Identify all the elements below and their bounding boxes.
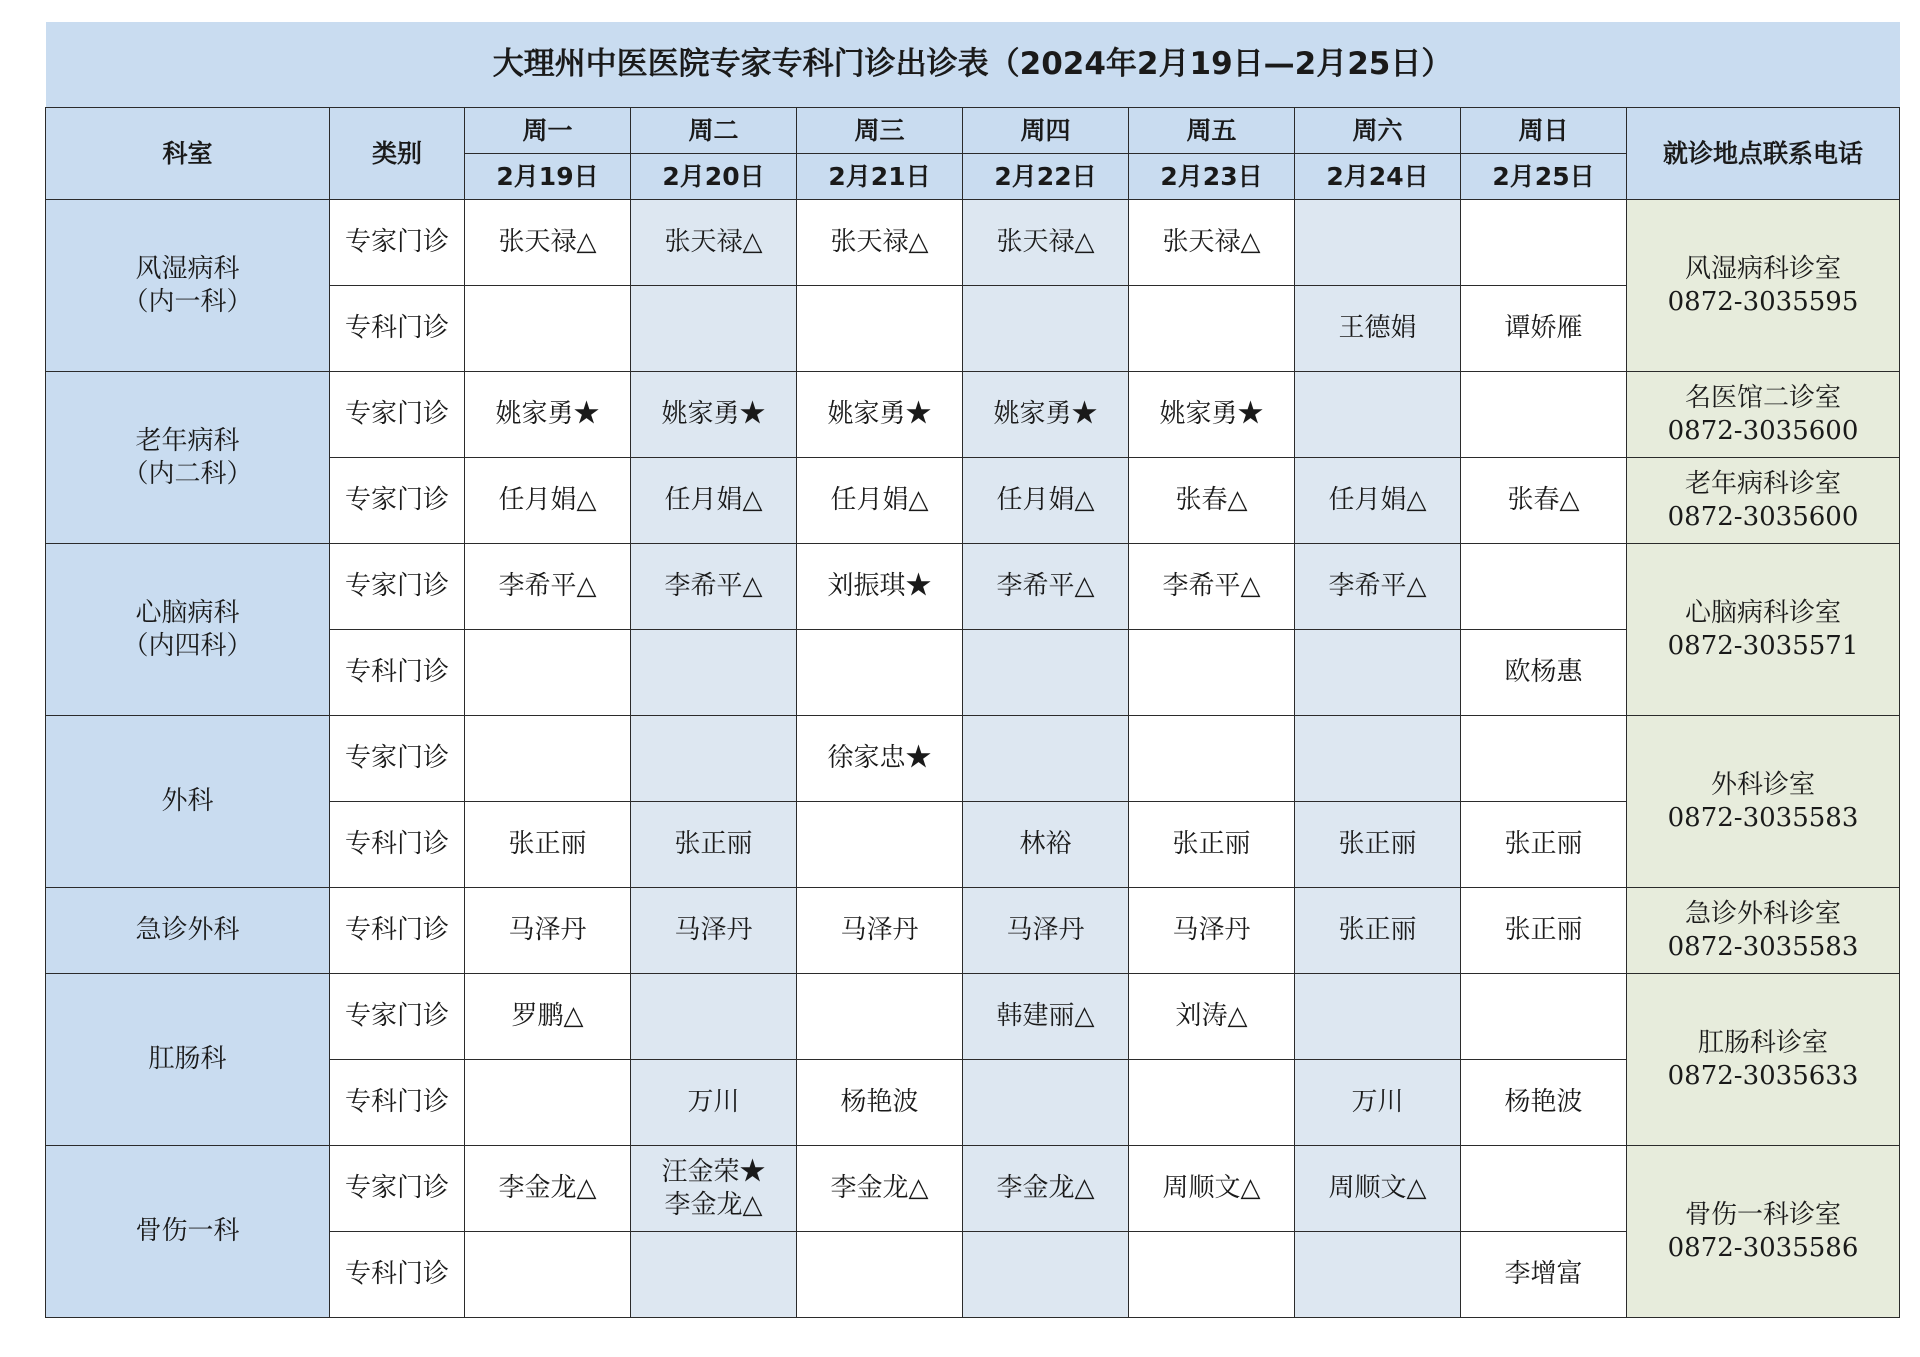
category-cell: 专科门诊 — [330, 888, 465, 974]
category-cell: 专家门诊 — [330, 1146, 465, 1232]
doctor-cell: 姚家勇★ — [465, 372, 631, 458]
weekday-header: 周六 — [1295, 108, 1461, 154]
department-cell — [46, 716, 330, 888]
department-name: 风湿病科 — [135, 254, 240, 284]
doctor-cell: 张正丽 — [1129, 802, 1295, 888]
doctor-cell: 杨艳波 — [797, 1060, 963, 1146]
department-name: 外科 — [161, 786, 214, 817]
doctor-cell: 李希平△ — [631, 544, 797, 630]
doctor-cell — [1129, 716, 1295, 802]
doctor-cell: 李金龙△ — [963, 1146, 1129, 1232]
doctor-cell — [963, 630, 1129, 716]
location-cell — [1627, 888, 1900, 974]
doctor-cell: 万川 — [1295, 1060, 1461, 1146]
doctor-cell — [465, 716, 631, 802]
doctor-cell — [1461, 716, 1627, 802]
date-header: 2月21日 — [797, 154, 963, 200]
department-cell — [46, 372, 330, 544]
doctor-cell: 姚家勇★ — [631, 372, 797, 458]
doctor-cell: 李增富 — [1461, 1232, 1627, 1318]
doctor-cell — [1461, 1146, 1627, 1232]
doctor-cell: 张天禄△ — [631, 200, 797, 286]
doctor-cell — [465, 1060, 631, 1146]
date-header: 2月24日 — [1295, 154, 1461, 200]
date-header: 2月23日 — [1129, 154, 1295, 200]
date-header: 2月25日 — [1461, 154, 1627, 200]
doctor-cell: 任月娟△ — [797, 458, 963, 544]
doctor-cell — [963, 286, 1129, 372]
doctor-cell: 李金龙△ — [797, 1146, 963, 1232]
clinic-phone: 0872-3035571 — [1667, 630, 1859, 661]
doctor-cell — [1129, 1232, 1295, 1318]
weekday-header: 周三 — [797, 108, 963, 154]
category-cell: 专科门诊 — [330, 802, 465, 888]
doctor-cell: 任月娟△ — [1295, 458, 1461, 544]
clinic-phone: 0872-3035583 — [1667, 931, 1859, 962]
doctor-cell: 张正丽 — [631, 802, 797, 888]
department-name: （内二科） — [122, 458, 253, 489]
clinic-phone: 0872-3035595 — [1667, 286, 1859, 317]
doctor-cell: 谭娇雁 — [1461, 286, 1627, 372]
location-cell — [1627, 716, 1900, 888]
doctor-cell: 张春△ — [1129, 458, 1295, 544]
doctor-cell: 张天禄△ — [1129, 200, 1295, 286]
doctor-cell: 任月娟△ — [465, 458, 631, 544]
clinic-phone: 0872-3035600 — [1667, 415, 1859, 446]
doctor-cell: 张正丽 — [1295, 802, 1461, 888]
doctor-cell: 李希平△ — [465, 544, 631, 630]
clinic-phone: 0872-3035583 — [1667, 802, 1859, 833]
doctor-cell — [1129, 1060, 1295, 1146]
location-cell — [1627, 1146, 1900, 1318]
doctor-cell — [963, 716, 1129, 802]
doctor-cell — [963, 1060, 1129, 1146]
date-header: 2月20日 — [631, 154, 797, 200]
doctor-cell: 任月娟△ — [631, 458, 797, 544]
doctor-cell: 欧杨惠 — [1461, 630, 1627, 716]
location-cell — [1627, 372, 1900, 458]
department-name: 心脑病科 — [135, 598, 240, 628]
doctor-cell — [1461, 974, 1627, 1060]
doctor-cell: 徐家忠★ — [797, 716, 963, 802]
doctor-cell: 马泽丹 — [631, 888, 797, 974]
table-row — [46, 888, 1900, 974]
clinic-phone: 0872-3035586 — [1667, 1232, 1859, 1263]
location-cell — [1627, 544, 1900, 716]
doctor-cell — [1295, 372, 1461, 458]
doctor-cell — [465, 1232, 631, 1318]
doctor-cell: 杨艳波 — [1461, 1060, 1627, 1146]
weekday-header: 周五 — [1129, 108, 1295, 154]
weekday-header: 周一 — [465, 108, 631, 154]
clinic-room-name: 心脑病科诊室 — [1685, 598, 1842, 628]
doctor-cell: 马泽丹 — [797, 888, 963, 974]
table-row — [46, 200, 1900, 286]
clinic-phone: 0872-3035600 — [1667, 501, 1859, 532]
doctor-cell: 汪金荣★ 李金龙△ — [631, 1146, 797, 1232]
doctor-cell: 刘振琪★ — [797, 544, 963, 630]
clinic-room-name: 肛肠科诊室 — [1698, 1028, 1829, 1058]
category-cell: 专科门诊 — [330, 1060, 465, 1146]
table-row — [46, 372, 1900, 458]
doctor-cell: 李希平△ — [1295, 544, 1461, 630]
doctor-cell: 姚家勇★ — [1129, 372, 1295, 458]
doctor-cell: 马泽丹 — [1129, 888, 1295, 974]
location-cell — [1627, 974, 1900, 1146]
location-cell — [1627, 458, 1900, 544]
category-cell: 专科门诊 — [330, 286, 465, 372]
department-name: 急诊外科 — [135, 915, 240, 946]
doctor-cell: 姚家勇★ — [797, 372, 963, 458]
doctor-cell — [797, 802, 963, 888]
date-header: 2月19日 — [465, 154, 631, 200]
category-cell: 专家门诊 — [330, 544, 465, 630]
doctor-cell: 万川 — [631, 1060, 797, 1146]
doctor-cell — [631, 974, 797, 1060]
clinic-room-name: 骨伤一科诊室 — [1685, 1200, 1842, 1230]
clinic-room-name: 急诊外科诊室 — [1685, 899, 1842, 929]
department-cell — [46, 974, 330, 1146]
department-name: 肛肠科 — [148, 1044, 227, 1075]
clinic-room-name: 名医馆二诊室 — [1685, 383, 1842, 413]
clinic-room-name: 老年病科诊室 — [1685, 469, 1842, 499]
category-cell: 专家门诊 — [330, 372, 465, 458]
doctor-cell — [797, 1232, 963, 1318]
category-cell: 专家门诊 — [330, 716, 465, 802]
department-name: （内四科） — [122, 630, 253, 661]
doctor-cell: 李希平△ — [963, 544, 1129, 630]
department-name: 骨伤一科 — [135, 1216, 240, 1247]
schedule-body — [46, 200, 1900, 1318]
doctor-cell — [1129, 286, 1295, 372]
category-header: 类别 — [330, 108, 465, 200]
table-row — [46, 1146, 1900, 1232]
doctor-cell — [1295, 974, 1461, 1060]
date-header: 2月22日 — [963, 154, 1129, 200]
clinic-phone: 0872-3035633 — [1667, 1060, 1859, 1091]
clinic-room-name: 外科诊室 — [1711, 770, 1816, 800]
weekday-header: 周四 — [963, 108, 1129, 154]
doctor-cell — [1129, 630, 1295, 716]
doctor-cell — [797, 630, 963, 716]
doctor-cell: 张正丽 — [1461, 802, 1627, 888]
department-name: （内一科） — [122, 286, 253, 317]
doctor-cell — [797, 974, 963, 1060]
category-cell: 专科门诊 — [330, 1232, 465, 1318]
doctor-cell — [797, 286, 963, 372]
doctor-cell: 王德娟 — [1295, 286, 1461, 372]
doctor-cell: 张天禄△ — [963, 200, 1129, 286]
doctor-cell: 张天禄△ — [465, 200, 631, 286]
doctor-cell: 周顺文△ — [1129, 1146, 1295, 1232]
department-cell — [46, 544, 330, 716]
doctor-cell: 马泽丹 — [465, 888, 631, 974]
doctor-cell — [631, 1232, 797, 1318]
weekday-header: 周日 — [1461, 108, 1627, 154]
doctor-cell: 刘涛△ — [1129, 974, 1295, 1060]
doctor-cell: 任月娟△ — [963, 458, 1129, 544]
doctor-cell: 张正丽 — [465, 802, 631, 888]
category-cell: 专科门诊 — [330, 630, 465, 716]
doctor-cell: 马泽丹 — [963, 888, 1129, 974]
weekday-header: 周二 — [631, 108, 797, 154]
doctor-cell: 林裕 — [963, 802, 1129, 888]
doctor-cell: 罗鹏△ — [465, 974, 631, 1060]
department-cell — [46, 888, 330, 974]
location-cell — [1627, 200, 1900, 372]
doctor-cell: 张春△ — [1461, 458, 1627, 544]
table-row — [46, 716, 1900, 802]
doctor-cell — [465, 630, 631, 716]
location-header: 就诊地点联系电话 — [1627, 108, 1900, 200]
doctor-cell — [1295, 630, 1461, 716]
doctor-cell: 韩建丽△ — [963, 974, 1129, 1060]
table-row — [46, 974, 1900, 1060]
doctor-cell — [465, 286, 631, 372]
doctor-cell: 姚家勇★ — [963, 372, 1129, 458]
table-row — [46, 544, 1900, 630]
doctor-cell: 李金龙△ — [465, 1146, 631, 1232]
doctor-cell: 李希平△ — [1129, 544, 1295, 630]
doctor-cell: 张正丽 — [1295, 888, 1461, 974]
department-cell — [46, 200, 330, 372]
category-cell: 专家门诊 — [330, 974, 465, 1060]
doctor-cell — [1295, 1232, 1461, 1318]
doctor-cell — [631, 286, 797, 372]
category-cell: 专家门诊 — [330, 200, 465, 286]
department-name: 老年病科 — [135, 426, 240, 456]
doctor-cell — [1295, 200, 1461, 286]
doctor-cell: 周顺文△ — [1295, 1146, 1461, 1232]
clinic-room-name: 风湿病科诊室 — [1685, 254, 1842, 284]
doctor-cell — [963, 1232, 1129, 1318]
category-cell: 专家门诊 — [330, 458, 465, 544]
doctor-cell — [1461, 544, 1627, 630]
doctor-cell: 张天禄△ — [797, 200, 963, 286]
doctor-cell — [1461, 200, 1627, 286]
schedule-table — [45, 22, 1900, 1318]
department-header: 科室 — [46, 108, 330, 200]
doctor-cell — [1295, 716, 1461, 802]
doctor-cell: 张正丽 — [1461, 888, 1627, 974]
department-cell — [46, 1146, 330, 1318]
doctor-cell — [631, 630, 797, 716]
doctor-cell — [1461, 372, 1627, 458]
doctor-cell — [631, 716, 797, 802]
table-title: 大理州中医医院专家专科门诊出诊表（2024年2月19日—2月25日） — [46, 22, 1900, 108]
